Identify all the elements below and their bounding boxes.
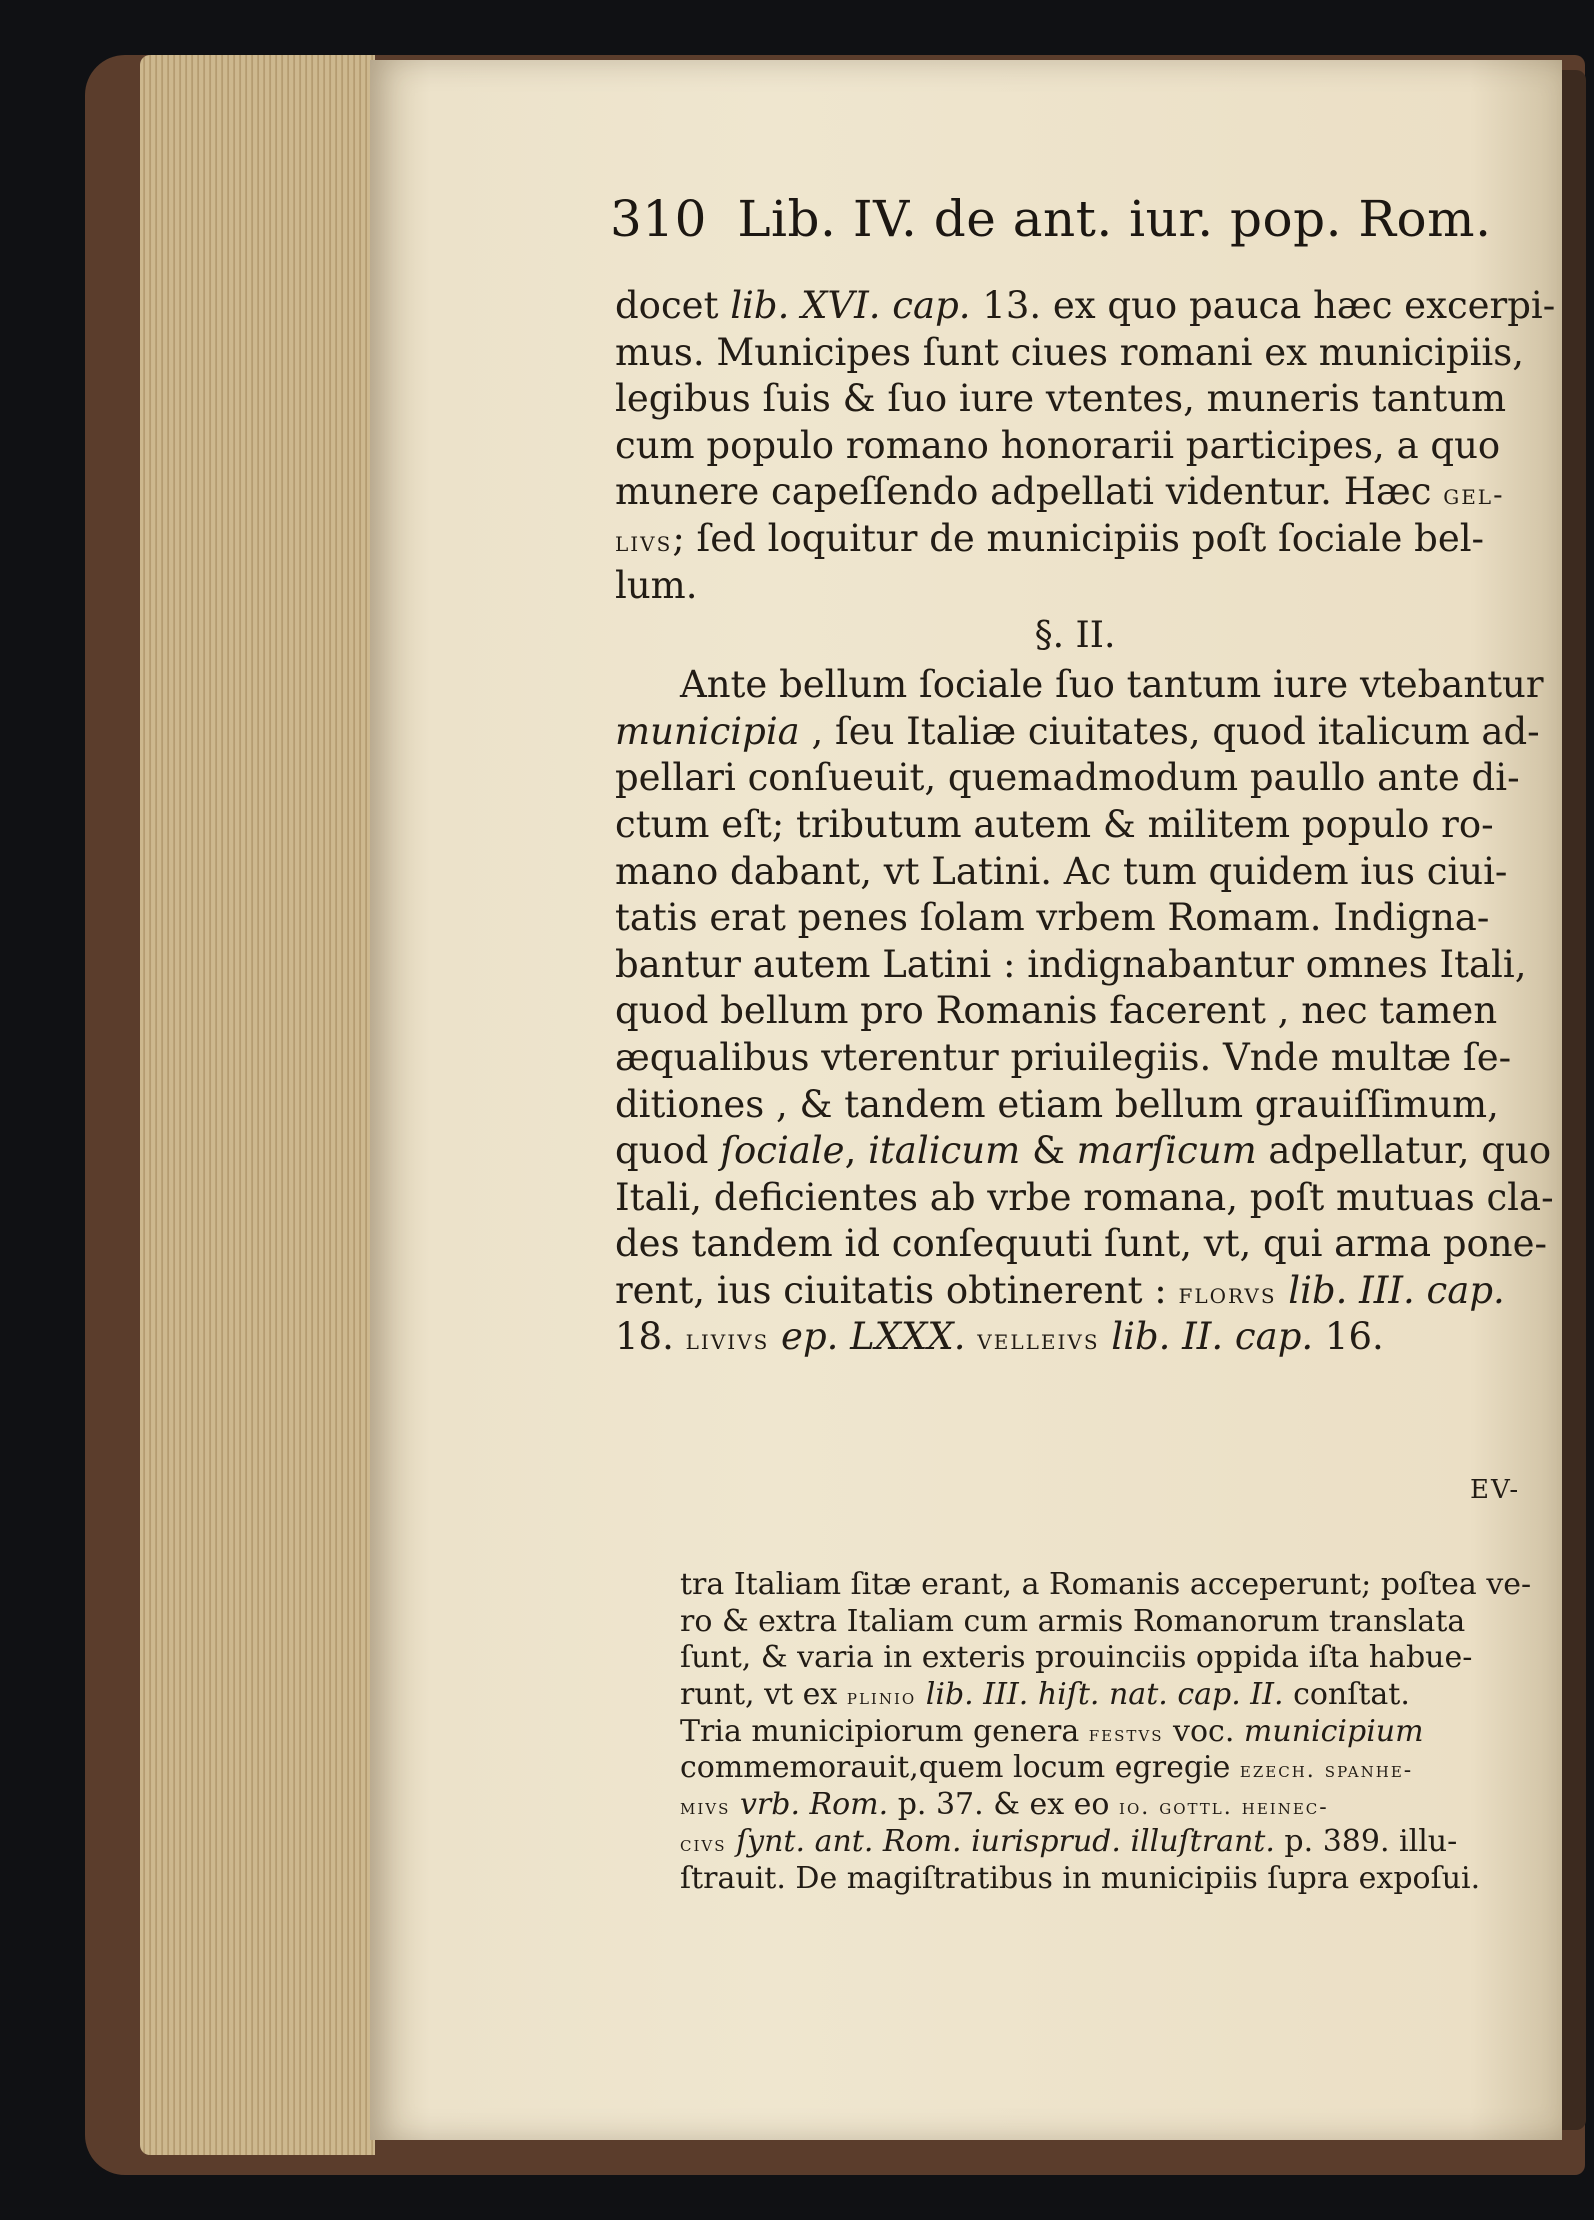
text-span [730, 1787, 740, 1822]
text-span: quod bellum pro Romanis facerent , nec tamen [615, 989, 1498, 1033]
text-line [680, 1604, 1550, 1641]
text-line [615, 283, 1556, 330]
section-heading: §. II. [1034, 615, 1116, 657]
text-span: p. 389. illu- [1274, 1823, 1458, 1859]
citation-text: municipia [615, 709, 800, 753]
text-line [615, 849, 1535, 896]
text-line [615, 662, 1544, 709]
paragraph-2 [615, 662, 1554, 1361]
text-span: runt, vt ex [680, 1677, 847, 1713]
text-line [615, 423, 1535, 470]
text-line [615, 802, 1535, 849]
author-name: florvs [1178, 1276, 1277, 1310]
text-span: 13. ex quo pauca hæc excerpi- [970, 284, 1556, 327]
text-span: æqualibus vterentur priuilegiis. Vnde multæ ſe- [615, 1035, 1512, 1079]
text-span: , [844, 1129, 869, 1173]
citation-text: lib. II. cap. [1111, 1315, 1314, 1359]
text-line [680, 1567, 1550, 1604]
text-span: tra Italiam ſitæ erant, a Romanis acceperunt; poſtea ve- [680, 1567, 1532, 1602]
text-span: conſtat. [1283, 1677, 1410, 1713]
author-name: gel- [1443, 478, 1505, 512]
text-line [680, 1861, 1550, 1898]
author-name: ezech. spanhe- [1239, 1758, 1414, 1784]
author-name: festvs [1088, 1721, 1164, 1747]
footnote-lines [680, 1567, 1550, 1897]
citation-text: lib. XVI. cap. [730, 284, 971, 327]
text-span: voc. [1163, 1713, 1244, 1749]
text-line [680, 1787, 1550, 1824]
text-span: commemorauit,quem locum egregie [680, 1750, 1240, 1786]
author-name: livs [615, 524, 673, 558]
text-span: docet [615, 284, 731, 327]
text-span [769, 1315, 781, 1358]
page-edges [140, 55, 375, 2155]
text-line [615, 895, 1535, 942]
text-span: lum. [615, 563, 698, 607]
author-name: velleivs [977, 1323, 1100, 1357]
text-span [966, 1315, 978, 1358]
text-span [727, 1824, 737, 1859]
text-line [615, 376, 1535, 423]
text-span: Itali, deficientes ab vrbe romana, poſt mutuas cla- [615, 1175, 1554, 1219]
text-span [1100, 1315, 1112, 1358]
text-span: ſunt, & varia in exteris prouinciis oppida iſta habue- [680, 1640, 1473, 1676]
text-line [615, 1221, 1548, 1268]
author-name: livivs [685, 1323, 770, 1357]
text-span [916, 1677, 926, 1712]
text-span: p. 37. & ex eo [888, 1787, 1120, 1823]
text-span: 16. [1313, 1315, 1384, 1359]
text-line [615, 1128, 1552, 1175]
text-span: cum populo romano honorarii participes, a quo [615, 423, 1501, 467]
text-line [615, 942, 1535, 989]
text-span: des tandem id conſequuti ſunt, vt, qui arma pone- [615, 1222, 1548, 1266]
author-name: civs [680, 1831, 727, 1857]
text-line [615, 1268, 1535, 1315]
text-line [615, 755, 1535, 802]
text-span: legibus ſuis & ſuo iure vtentes, muneris tantum [615, 377, 1507, 421]
author-name: plinio [846, 1685, 917, 1711]
footnotes [680, 1567, 1550, 1897]
text-line [615, 1314, 1535, 1361]
text-span: munere capeſſendo adpellati videntur. Hæc [615, 470, 1444, 514]
text-span: bantur autem Latini : indignabantur omnes Itali, [615, 942, 1527, 986]
text-span: ditiones , & tandem etiam bellum grauiſſimum, [615, 1082, 1499, 1126]
text-span: ctum eſt; tributum autem & militem populo ro- [615, 802, 1494, 846]
page-header [610, 190, 1530, 260]
page-number: 310 [610, 190, 707, 248]
text-span: adpellatur, quo [1256, 1129, 1552, 1173]
text-span: & [1020, 1129, 1077, 1173]
text-span: Tria municipiorum genera [680, 1713, 1089, 1749]
text-span: 18. [615, 1315, 686, 1359]
text-span: tatis erat penes ſolam vrbem Romam. Indigna- [615, 896, 1490, 940]
text-line [615, 1035, 1535, 1082]
text-span: mus. Municipes ſunt ciues romani ex municipiis, [615, 330, 1524, 374]
paragraph-1 [615, 283, 1556, 609]
text-line [615, 330, 1535, 377]
citation-text: ſociale [720, 1129, 845, 1173]
facing-page-edge [1562, 70, 1586, 2130]
text-line [615, 516, 1535, 563]
citation-text: marſicum [1076, 1129, 1257, 1173]
text-span [1277, 1269, 1289, 1312]
citation-text: italicum [868, 1129, 1021, 1173]
text-span: ſtrauit. De magiſtratibus in municipiis ſupra expoſui. [680, 1860, 1481, 1896]
text-line [615, 469, 1535, 516]
text-line [680, 1824, 1550, 1861]
text-span: ; ſed loquitur de municipiis poſt ſociale bel- [672, 516, 1485, 560]
text-span: pellari conſueuit, quemadmodum paullo ante di- [615, 756, 1520, 800]
citation-text: ſynt. ant. Rom. iurisprud. illuſtrant. [736, 1823, 1275, 1859]
text-span: ro & extra Italiam cum armis Romanorum translata [680, 1603, 1466, 1639]
author-name: io. gottl. heinec- [1119, 1795, 1329, 1821]
author-name: mivs [680, 1795, 731, 1821]
text-line [615, 1082, 1535, 1129]
citation-text: vrb. Rom. [739, 1787, 889, 1823]
text-span: rent, ius ciuitatis obtinerent : [615, 1268, 1179, 1312]
catchword: EV- [1470, 1475, 1521, 1505]
running-title: Lib. IV. de ant. iur. pop. Rom. [737, 190, 1492, 248]
text-line [615, 709, 1540, 756]
text-span: quod [615, 1129, 721, 1173]
text-line [680, 1677, 1550, 1714]
text-span: Ante bellum ſociale ſuo tantum iure vtebantur [680, 663, 1544, 707]
main-text [615, 283, 1556, 1361]
citation-text: lib. III. hiſt. nat. cap. II. [925, 1677, 1284, 1713]
text-span: , ſeu Italiæ ciuitates, quod italicum ad- [799, 709, 1540, 753]
text-line [615, 988, 1535, 1035]
citation-text: ep. LXXX. [781, 1315, 966, 1359]
text-line [615, 1175, 1554, 1222]
text-line [680, 1640, 1550, 1677]
citation-text: municipium [1243, 1713, 1424, 1749]
text-line [680, 1714, 1550, 1751]
citation-text: lib. III. cap. [1288, 1268, 1505, 1312]
text-line [615, 563, 1535, 610]
text-span: mano dabant, vt Latini. Ac tum quidem ius ciui- [615, 849, 1508, 893]
text-line [680, 1750, 1550, 1787]
